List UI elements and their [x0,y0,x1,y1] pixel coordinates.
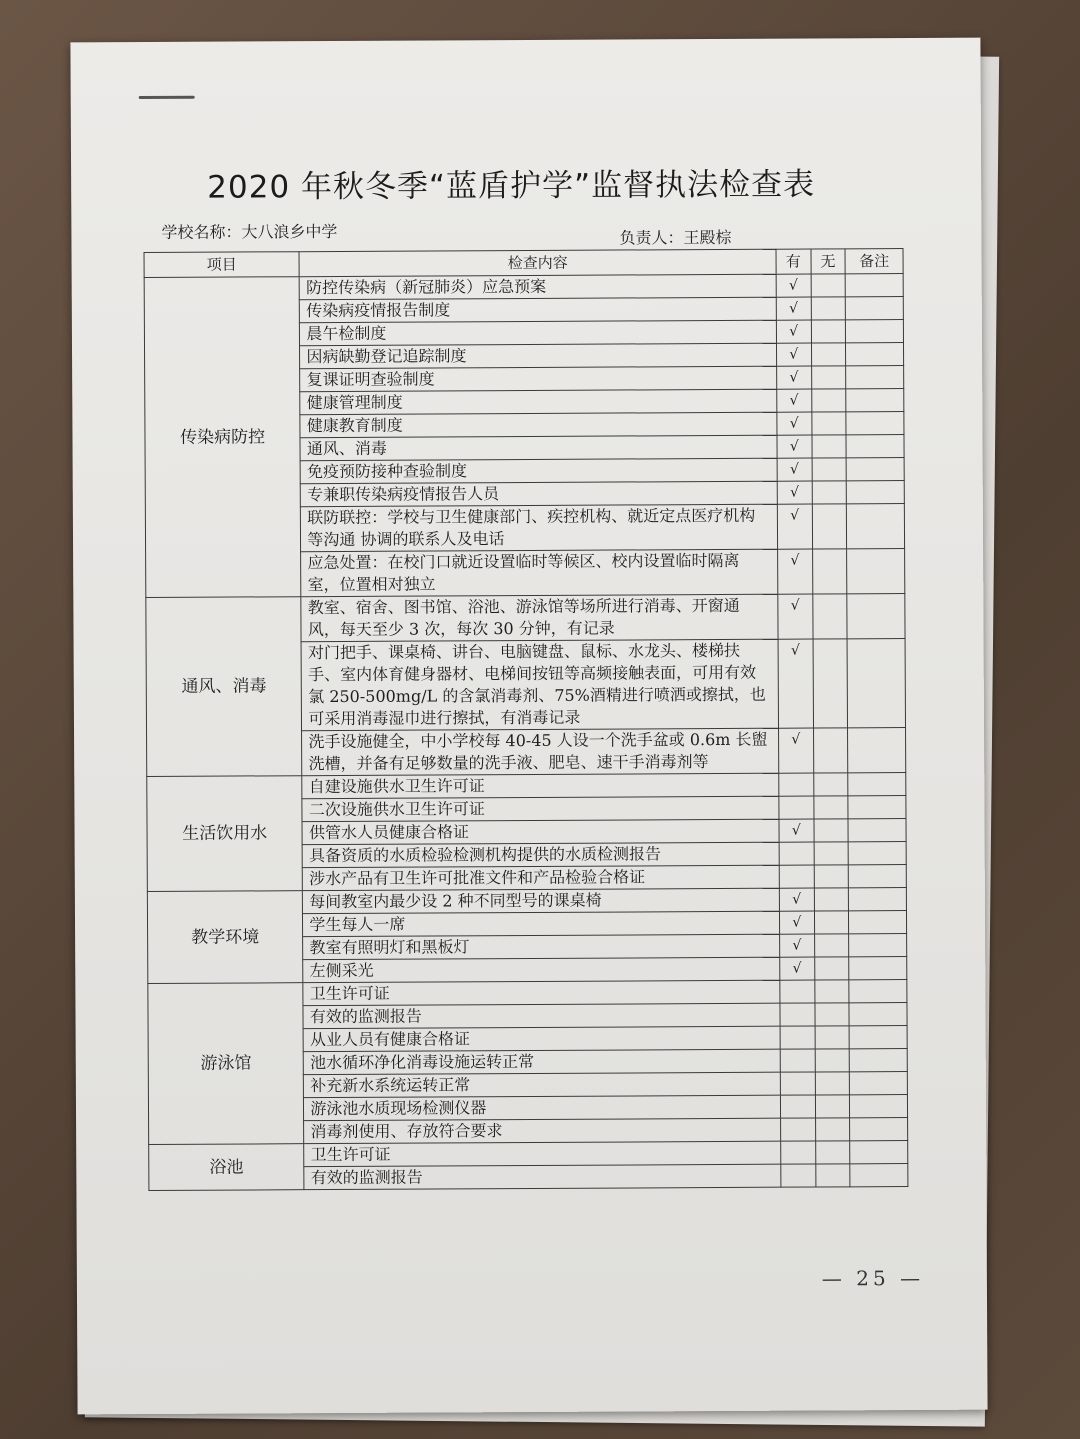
category-cell: 传染病防控 [144,277,301,598]
check-item-cell: 复课证明查验制度 [300,366,777,391]
no-mark-cell [812,504,847,549]
responsible-person: 负责人：王殿棕 [619,227,732,248]
check-item-cell: 免疫预防接种查验制度 [300,458,777,483]
remarks-cell [848,842,906,865]
no-mark-cell [811,320,846,343]
yes-mark-cell [780,1049,815,1072]
check-item-cell: 游泳池水质现场检测仪器 [304,1095,781,1120]
yes-mark-cell [780,980,815,1003]
yes-mark-cell [781,1118,816,1141]
category-cell: 通风、消毒 [146,597,302,777]
header-yes: 有 [776,249,811,274]
check-item-cell: 晨午检制度 [300,320,777,345]
yes-mark-cell: √ [776,297,811,320]
check-item-cell: 传染病疫情报告制度 [300,297,777,322]
remarks-cell [849,980,907,1003]
remarks-cell [846,458,904,481]
no-mark-cell [815,1141,850,1164]
header-content: 检查内容 [299,249,776,276]
no-mark-cell [814,865,849,888]
yes-mark-cell: √ [780,934,815,957]
yes-mark-cell [780,1026,815,1049]
page-number: — 25 — [821,1265,925,1291]
check-item-cell: 防控传染病（新冠肺炎）应急预案 [300,274,777,299]
no-mark-cell [811,274,846,297]
check-item-cell: 教室、宿舍、图书馆、浴池、游泳馆等场所进行消毒、开窗通风，每天至少 3 次，每次 30 分钟，有记录 [301,594,778,641]
page-title: 2020 年秋冬季“蓝盾护学”监督执法检查表 [207,166,816,206]
document-page [70,38,987,1415]
remarks-cell [847,594,905,639]
remarks-cell [848,728,906,773]
yes-mark-cell: √ [777,481,812,504]
yes-mark-cell [779,842,814,865]
yes-mark-cell: √ [777,366,812,389]
check-item-cell: 左侧采光 [303,957,780,982]
check-item-cell: 卫生许可证 [303,980,780,1005]
no-mark-cell [814,934,849,957]
yes-mark-cell: √ [777,435,812,458]
check-item-cell: 健康教育制度 [300,412,777,437]
yes-mark-cell: √ [779,911,814,934]
no-mark-cell [813,796,848,819]
yes-mark-cell [781,1164,816,1187]
category-cell: 浴池 [149,1144,305,1191]
remarks-cell [846,320,904,343]
remarks-cell [849,888,907,911]
category-cell: 游泳馆 [148,983,304,1145]
remarks-cell [846,435,904,458]
yes-mark-cell [781,1141,816,1164]
yes-mark-cell: √ [778,639,813,728]
yes-mark-cell: √ [777,389,812,412]
check-item-cell: 学生每人一席 [303,911,780,936]
check-item-cell: 有效的监测报告 [303,1003,780,1028]
yes-mark-cell [779,773,814,796]
yes-mark-cell: √ [778,549,813,594]
remarks-cell [850,1141,908,1164]
check-item-cell: 应急处置：在校门口就近设置临时等候区、校内设置临时隔离室，位置相对独立 [301,549,778,596]
remarks-cell [849,911,907,934]
no-mark-cell [815,1118,850,1141]
no-mark-cell [812,435,847,458]
no-mark-cell [811,343,846,366]
yes-mark-cell: √ [777,504,812,549]
remarks-cell [846,343,904,366]
remarks-cell [847,639,905,728]
no-mark-cell [815,1049,850,1072]
no-mark-cell [814,980,849,1003]
no-mark-cell [811,366,846,389]
no-mark-cell [813,728,848,773]
remarks-cell [845,297,903,320]
school-name: 学校名称：大八浪乡中学 [161,221,338,242]
remarks-cell [845,274,903,297]
check-item-cell: 补充新水系统运转正常 [304,1072,781,1097]
remarks-cell [850,1095,908,1118]
yes-mark-cell: √ [779,888,814,911]
no-mark-cell [812,549,847,594]
remarks-cell [846,412,904,435]
check-item-cell: 从业人员有健康合格证 [303,1026,780,1051]
remarks-cell [849,934,907,957]
no-mark-cell [814,842,849,865]
table-row [144,274,903,301]
category-cell: 教学环境 [147,891,303,984]
check-item-cell: 因病缺勤登记追踪制度 [300,343,777,368]
no-mark-cell [811,412,846,435]
category-cell: 生活饮用水 [147,776,303,892]
no-mark-cell [814,911,849,934]
check-item-cell: 涉水产品有卫生许可批准文件和产品检验合格证 [303,865,780,890]
check-item-cell: 每间教室内最少设 2 种不同型号的课桌椅 [303,888,780,913]
remarks-cell [850,1164,908,1187]
yes-mark-cell [779,796,814,819]
no-mark-cell [815,1026,850,1049]
remarks-cell [850,1072,908,1095]
table-row [147,888,906,915]
yes-mark-cell: √ [776,320,811,343]
check-item-cell: 具备资质的水质检验检测机构提供的水质检测报告 [302,842,779,867]
yes-mark-cell: √ [776,343,811,366]
remarks-cell [849,957,907,980]
no-mark-cell [812,458,847,481]
check-item-cell: 消毒剂使用、存放符合要求 [304,1118,781,1143]
check-item-cell: 通风、消毒 [300,435,777,460]
check-item-cell: 卫生许可证 [304,1141,781,1166]
no-mark-cell [814,819,849,842]
yes-mark-cell: √ [778,728,813,773]
remarks-cell [848,819,906,842]
yes-mark-cell [780,1003,815,1026]
remarks-cell [848,865,906,888]
header-category: 项目 [144,252,299,278]
remarks-cell [849,1026,907,1049]
header-remarks: 备注 [845,249,903,274]
yes-mark-cell [780,1095,815,1118]
check-item-cell: 洗手设施健全，中小学校每 40-45 人设一个洗手盆或 0.6m 长盥洗槽，并备有足够数量的洗手液、肥皂、速干手消毒剂等 [302,728,779,775]
remarks-cell [850,1118,908,1141]
remarks-cell [846,366,904,389]
yes-mark-cell: √ [779,819,814,842]
no-mark-cell [812,481,847,504]
remarks-cell [849,1003,907,1026]
no-mark-cell [811,297,846,320]
no-mark-cell [812,594,847,639]
check-item-cell: 教室有照明灯和黑板灯 [303,934,780,959]
remarks-cell [848,796,906,819]
check-item-cell: 供管水人员健康合格证 [302,819,779,844]
check-item-cell: 联防联控：学校与卫生健康部门、疾控机构、就近定点医疗机构等沟通 协调的联系人及电话 [301,504,778,551]
no-mark-cell [815,1072,850,1095]
yes-mark-cell [780,1072,815,1095]
remarks-cell [848,773,906,796]
no-mark-cell [814,888,849,911]
yes-mark-cell: √ [777,458,812,481]
remarks-cell [846,389,904,412]
check-item-cell: 自建设施供水卫生许可证 [302,773,779,798]
check-item-cell: 对门把手、课桌椅、讲台、电脑键盘、鼠标、水龙头、楼梯扶手、室内体育健身器材、电梯间按钮等高频接触表面，可用有效氯 250-500mg/L 的含氯消毒剂、75%酒精进行喷洒或擦拭，也可采用消毒湿巾进行擦拭，有消毒记录 [301,639,778,730]
check-item-cell: 池水循环净化消毒设施运转正常 [304,1049,781,1074]
remarks-cell [847,549,905,594]
table-body [144,274,908,1191]
inspection-table [144,248,909,1191]
remarks-cell [849,1049,907,1072]
no-mark-cell [815,1095,850,1118]
yes-mark-cell: √ [780,957,815,980]
no-mark-cell [811,389,846,412]
staple-mark [139,96,195,99]
check-item-cell: 二次设施供水卫生许可证 [302,796,779,821]
no-mark-cell [815,1003,850,1026]
check-item-cell: 有效的监测报告 [304,1164,781,1189]
yes-mark-cell: √ [778,594,813,639]
no-mark-cell [813,639,848,728]
no-mark-cell [815,1164,850,1187]
check-item-cell: 健康管理制度 [300,389,777,414]
remarks-cell [846,481,904,504]
header-no: 无 [811,249,846,274]
yes-mark-cell [779,865,814,888]
no-mark-cell [813,773,848,796]
remarks-cell [847,504,905,549]
yes-mark-cell: √ [777,412,812,435]
table-row [146,594,905,643]
no-mark-cell [814,957,849,980]
check-item-cell: 专兼职传染病疫情报告人员 [301,481,778,506]
yes-mark-cell: √ [776,274,811,297]
